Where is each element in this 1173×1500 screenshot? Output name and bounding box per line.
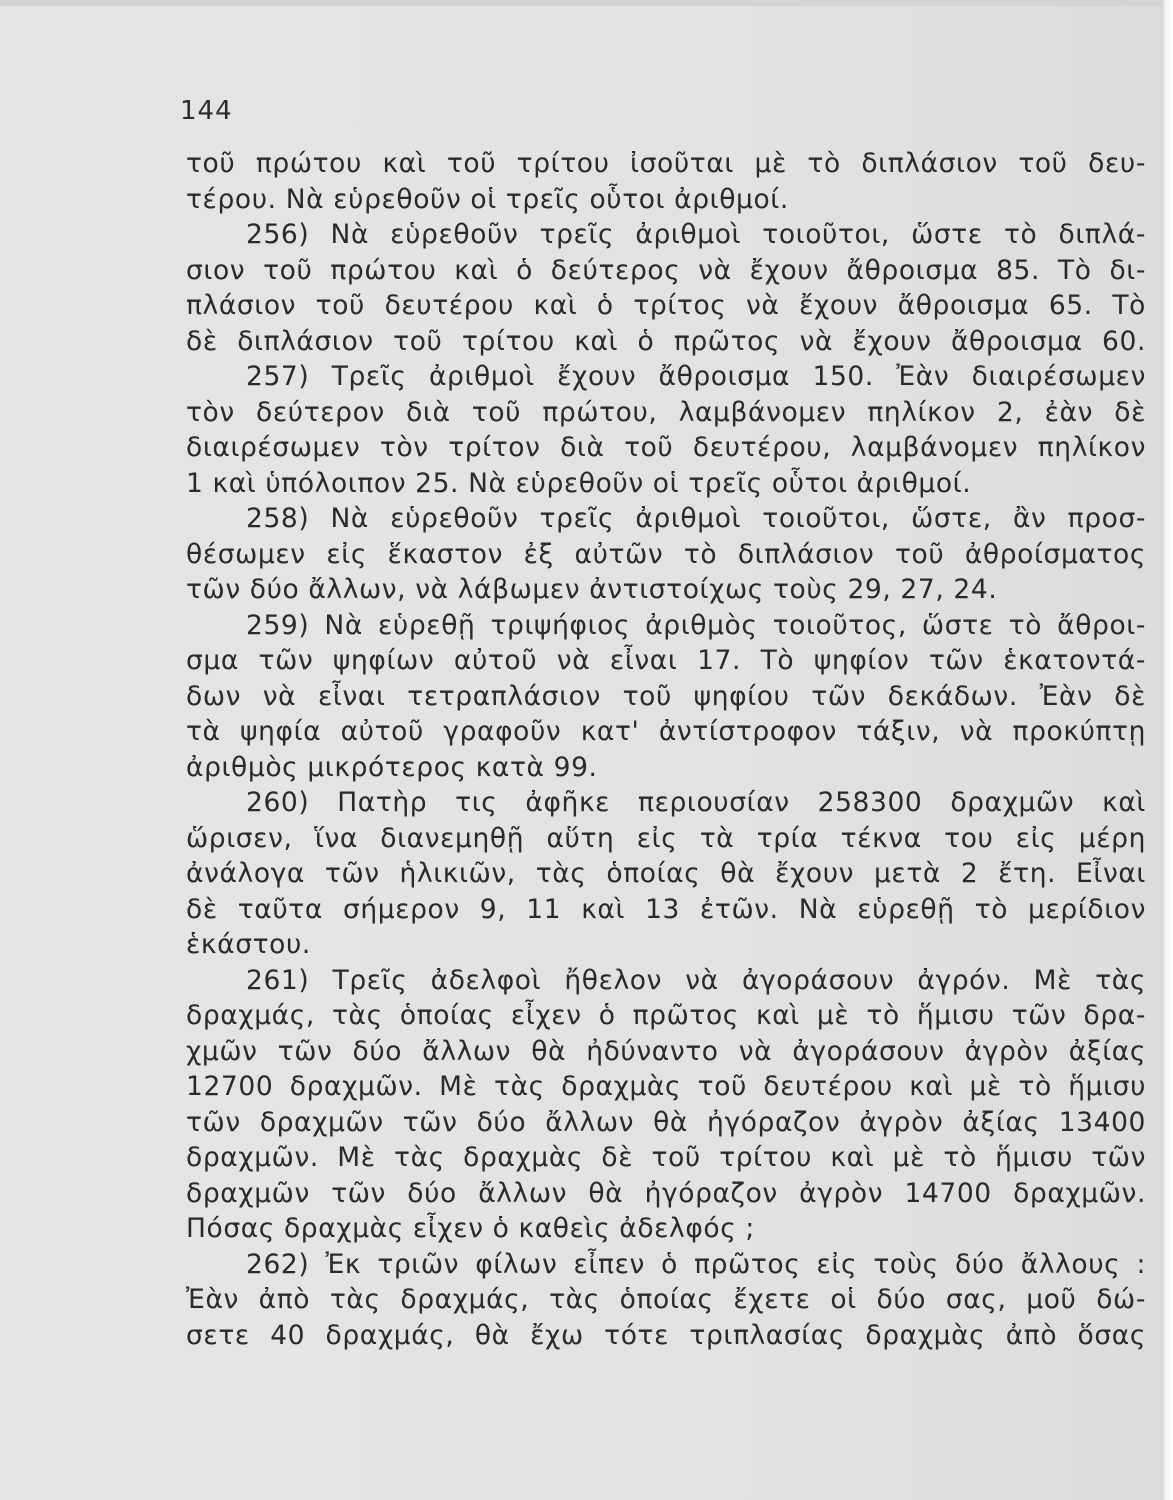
text-line: πλάσιον τοῦ δευτέρου καὶ ὁ τρίτος νὰ ἔχουν ἄθροισμα 65. Τὸ (186, 290, 1146, 321)
page-top-edge (0, 0, 1173, 6)
text-line: 12700 δραχμῶν. Μὲ τὰς δραχμὰς τοῦ δευτέρου καὶ μὲ τὸ ἥμισυ (186, 1071, 1146, 1102)
problem-261-line: 261) Τρεῖς ἀδελφοὶ ἤθελον νὰ ἀγοράσουν ἀγρόν. Μὲ τὰς (246, 964, 1146, 996)
text-line: δραχμάς, τὰς ὁποίας εἶχεν ὁ πρῶτος καὶ μὲ τὸ ἥμισυ τῶν δρα- (186, 1000, 1146, 1031)
text-line: 1 καὶ ὑπόλοιπον 25. Νὰ εὑρεθοῦν οἱ τρεῖς οὗτοι ἀριθμοί. (186, 467, 972, 499)
text-line: διαιρέσωμεν τὸν τρίτον διὰ τοῦ δευτέρου, λαμβάνομεν πηλίκον (186, 432, 1146, 463)
text-line: Πόσας δραχμὰς εἶχεν ὁ καθεὶς ἀδελφός ; (186, 1213, 755, 1244)
text-line: τέρου. Νὰ εὑρεθοῦν οἱ τρεῖς οὗτοι ἀριθμοί. (186, 183, 789, 215)
text-line: σιον τοῦ πρώτου καὶ ὁ δεύτερος νὰ ἔχουν ἄθροισμα 85. Τὸ δι- (186, 254, 1146, 286)
text-line: ἑκάστου. (186, 929, 311, 960)
text-line: τῶν δραχμῶν τῶν δύο ἄλλων θὰ ἠγόραζον ἀγρὸν ἀξίας 13400 (186, 1106, 1146, 1138)
text-line: τοῦ πρώτου καὶ τοῦ τρίτου ἰσοῦται μὲ τὸ διπλάσιον τοῦ δευ- (186, 148, 1146, 179)
text-line: Ἐὰν ἀπὸ τὰς δραχμάς, τὰς ὁποίας ἔχετε οἱ δύο σας, μοῦ δώ- (186, 1284, 1146, 1315)
problem-260-line: 260) Πατὴρ τις ἀφῆκε περιουσίαν 258300 δραχμῶν καὶ (246, 787, 1146, 818)
text-line: σμα τῶν ψηφίων αὐτοῦ νὰ εἶναι 17. Τὸ ψηφίον τῶν ἑκατοντά- (186, 645, 1146, 676)
problem-256-line: 256) Νὰ εὑρεθοῦν τρεῖς ἀριθμοὶ τοιοῦτοι, ὥστε τὸ διπλά- (246, 219, 1146, 250)
text-line: δραχμῶν τῶν δύο ἄλλων θὰ ἠγόραζον ἀγρὸν 14700 δραχμῶν. (186, 1177, 1146, 1209)
text-line: δὲ ταῦτα σήμερον 9, 11 καὶ 13 ἐτῶν. Νὰ εὑρεθῇ τὸ μερίδιον (186, 893, 1146, 925)
page-number: 144 (180, 96, 233, 126)
body-text (186, 146, 1146, 1353)
text-line: τὸν δεύτερον διὰ τοῦ πρώτου, λαμβάνομεν πηλίκον 2, ἐὰν δὲ (186, 396, 1146, 428)
text-line: σετε 40 δραχμάς, θὰ ἔχω τότε τριπλασίας δραχμὰς ἀπὸ ὅσας (186, 1319, 1146, 1351)
text-line: τὰ ψηφία αὐτοῦ γραφοῦν κατ' ἀντίστροφον τάξιν, νὰ προκύπτῃ (186, 716, 1146, 747)
problem-257-line: 257) Τρεῖς ἀριθμοὶ ἔχουν ἄθροισμα 150. Ἐὰν διαιρέσωμεν (246, 361, 1146, 392)
problem-259-line: 259) Νὰ εὑρεθῇ τριψήφιος ἀριθμὸς τοιοῦτος, ὥστε τὸ ἄθροι- (246, 609, 1146, 641)
text-line: θέσωμεν εἰς ἕκαστον ἐξ αὐτῶν τὸ διπλάσιον τοῦ ἀθροίσματος (186, 538, 1146, 570)
problem-258-line: 258) Νὰ εὑρεθοῦν τρεῖς ἀριθμοὶ τοιοῦτοι, ὥστε, ἂν προσ- (246, 503, 1146, 534)
page-right-edge (1161, 0, 1173, 1500)
text-line: δραχμῶν. Μὲ τὰς δραχμὰς δὲ τοῦ τρίτου καὶ μὲ τὸ ἥμισυ τῶν (186, 1142, 1146, 1173)
text-line: δων νὰ εἶναι τετραπλάσιον τοῦ ψηφίου τῶν δεκάδων. Ἐὰν δὲ (186, 680, 1146, 712)
text-line: τῶν δύο ἄλλων, νὰ λάβωμεν ἀντιστοίχως τοὺς 29, 27, 24. (186, 574, 998, 605)
text-line: χμῶν τῶν δύο ἄλλων θὰ ἠδύναντο νὰ ἀγοράσουν ἀγρὸν ἀξίας (186, 1035, 1146, 1067)
text-line: ὥρισεν, ἵνα διανεμηθῇ αὕτη εἰς τὰ τρία τέκνα του εἰς μέρη (186, 822, 1146, 854)
problem-262-line: 262) Ἐκ τριῶν φίλων εἶπεν ὁ πρῶτος εἰς τοὺς δύο ἄλλους : (246, 1248, 1146, 1280)
text-line: δὲ διπλάσιον τοῦ τρίτου καὶ ὁ πρῶτος νὰ ἔχουν ἄθροισμα 60. (186, 325, 1146, 357)
text-line: ἀριθμὸς μικρότερος κατὰ 99. (186, 751, 598, 783)
text-line: ἀνάλογα τῶν ἡλικιῶν, τὰς ὁποίας θὰ ἔχουν μετὰ 2 ἔτη. Εἶναι (186, 858, 1146, 889)
